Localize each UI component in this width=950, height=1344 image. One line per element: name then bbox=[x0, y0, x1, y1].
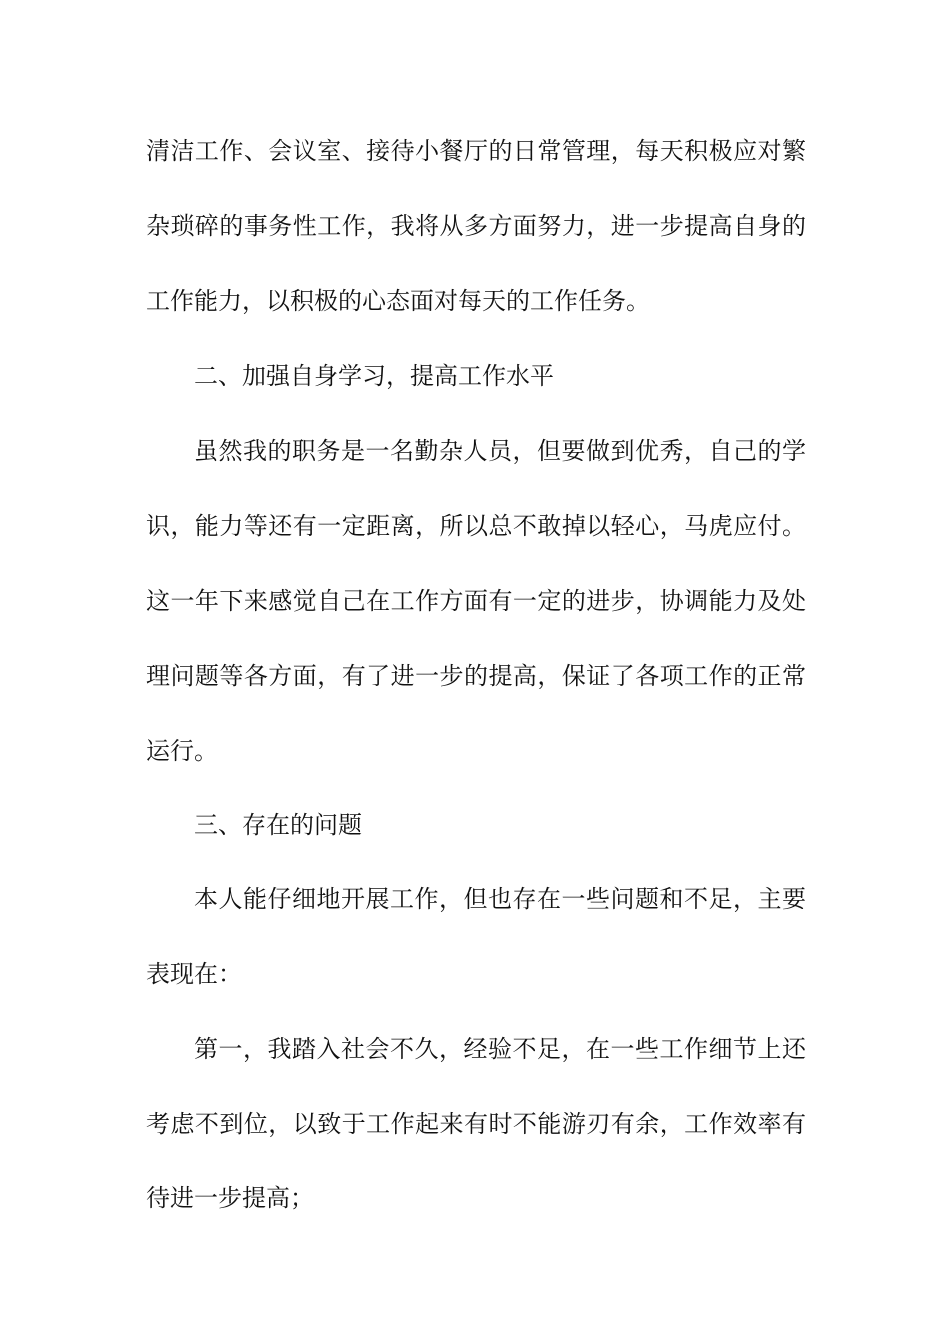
body-text-line: 运行。 bbox=[146, 737, 218, 765]
body-text-line: 这一年下来感觉自己在工作方面有一定的进步，协调能力及处 bbox=[146, 587, 806, 615]
body-text-line: 考虑不到位，以致于工作起来有时不能游刃有余，工作效率有 bbox=[146, 1110, 806, 1138]
body-text-line: 理问题等各方面，有了进一步的提高，保证了各项工作的正常 bbox=[146, 662, 806, 690]
body-text-line: 识，能力等还有一定距离，所以总不敢掉以轻心，马虎应付。 bbox=[146, 512, 806, 540]
section-heading: 二、加强自身学习，提高工作水平 bbox=[194, 362, 554, 390]
paragraph-first-line: 虽然我的职务是一名勤杂人员，但要做到优秀，自己的学 bbox=[194, 437, 806, 465]
body-text-line: 表现在： bbox=[146, 960, 242, 988]
body-text-line: 工作能力，以积极的心态面对每天的工作任务。 bbox=[146, 287, 650, 315]
body-text-line: 杂琐碎的事务性工作，我将从多方面努力，进一步提高自身的 bbox=[146, 212, 806, 240]
body-text-line: 清洁工作、会议室、接待小餐厅的日常管理，每天积极应对繁 bbox=[146, 137, 806, 165]
paragraph-first-line: 第一，我踏入社会不久，经验不足，在一些工作细节上还 bbox=[194, 1035, 806, 1063]
body-text-line: 待进一步提高； bbox=[146, 1184, 314, 1212]
paragraph-first-line: 本人能仔细地开展工作，但也存在一些问题和不足，主要 bbox=[194, 885, 806, 913]
section-heading: 三、存在的问题 bbox=[194, 811, 362, 839]
